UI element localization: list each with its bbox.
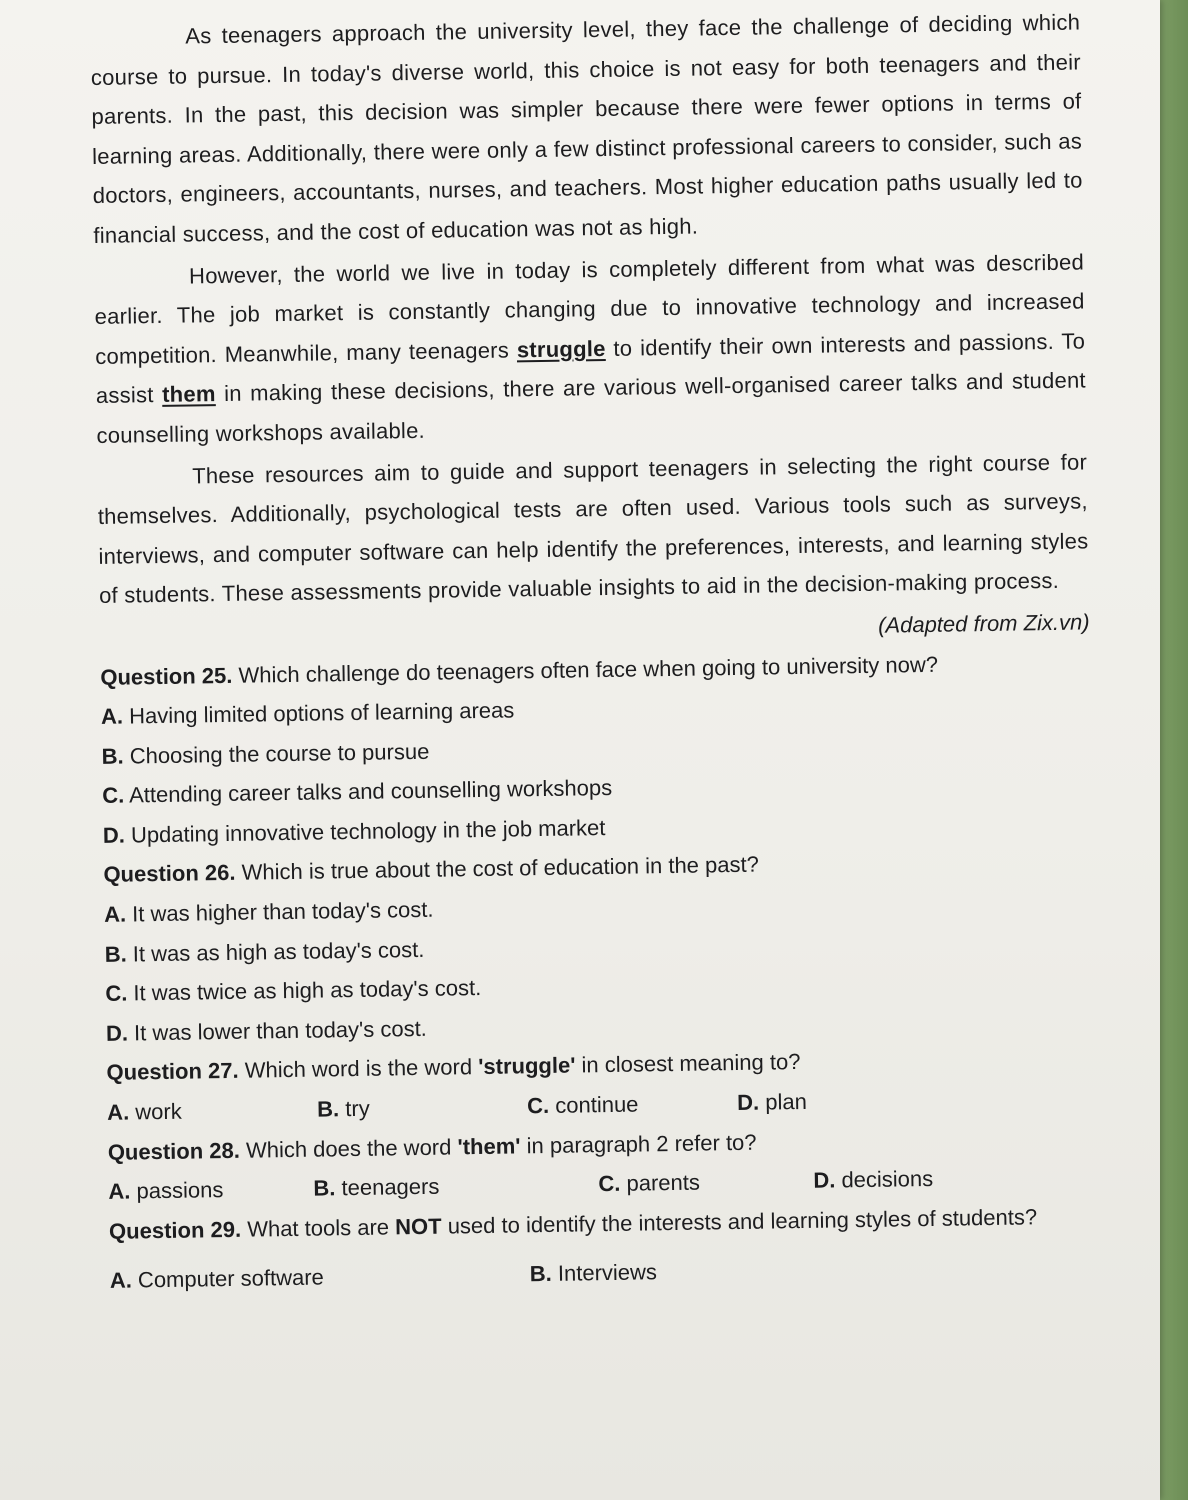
option-text: plan bbox=[758, 1088, 808, 1115]
question-text: Which word is the word bbox=[238, 1054, 479, 1084]
option-text: Interviews bbox=[551, 1259, 658, 1287]
question-text: Which challenge do teenagers often face when going to university now? bbox=[232, 651, 939, 688]
option-letter: D. bbox=[105, 1020, 129, 1046]
q28-option-b[interactable] bbox=[313, 1164, 599, 1208]
underlined-word-them: them bbox=[161, 381, 216, 408]
option-text: continue bbox=[548, 1091, 639, 1118]
option-text: work bbox=[128, 1098, 182, 1125]
option-letter: A. bbox=[100, 703, 124, 730]
option-text: Computer software bbox=[131, 1264, 324, 1293]
question-text: Which does the word bbox=[239, 1133, 458, 1163]
passage-text: to identify their own interests and passions. To assist bbox=[95, 328, 1086, 409]
question-label: Question 27. bbox=[106, 1058, 239, 1086]
question-text: What tools are bbox=[240, 1214, 396, 1242]
option-text: It was twice as high as today's cost. bbox=[127, 975, 482, 1006]
option-letter: D. bbox=[102, 822, 126, 848]
q29-options-row bbox=[110, 1246, 1100, 1301]
option-text: It was lower than today's cost. bbox=[127, 1015, 427, 1046]
option-text: It was as high as today's cost. bbox=[126, 936, 425, 967]
option-letter: D. bbox=[736, 1089, 760, 1115]
question-label: Question 25. bbox=[100, 662, 233, 690]
q28-option-a[interactable] bbox=[108, 1169, 314, 1212]
question-text: Which is true about the cost of education in the past? bbox=[235, 852, 760, 886]
passage-text: in making these decisions, there are various well-organised career talks and student counselling workshops available. bbox=[96, 367, 1087, 448]
underlined-word-struggle: struggle bbox=[516, 335, 606, 363]
q27-option-c[interactable] bbox=[527, 1083, 738, 1126]
option-letter: A. bbox=[109, 1267, 133, 1294]
option-text: passions bbox=[130, 1177, 224, 1204]
question-keyword: 'them' bbox=[457, 1133, 521, 1159]
question-label: Question 29. bbox=[108, 1216, 242, 1244]
option-text: Choosing the course to pursue bbox=[123, 738, 430, 769]
option-letter: C. bbox=[105, 980, 128, 1007]
option-letter: C. bbox=[102, 782, 125, 809]
passage-paragraph-3: These resources aim to guide and support teenagers in selecting the right course for themselves. Additionally, psychological tests are often used. Various tools such as surveys, interviews, and computer software can help identify the preferences, interests, and learning styles of students. These assessments provide valuable insights to aid in the decision-making process. bbox=[97, 448, 1089, 609]
option-letter: B. bbox=[529, 1261, 552, 1287]
q29-option-b[interactable] bbox=[529, 1253, 657, 1295]
question-keyword: NOT bbox=[394, 1213, 442, 1240]
q27-option-a[interactable] bbox=[107, 1090, 318, 1133]
option-letter: C. bbox=[598, 1171, 621, 1197]
option-letter: A. bbox=[103, 901, 127, 927]
q28-option-c[interactable] bbox=[598, 1161, 814, 1204]
passage-paragraph-1: As teenagers approach the university level, they face the challenge of deciding which course to pursue. In today's diverse world, this choice is not easy for both teenagers and their parents. In the past, this decision was simpler because there were fewer options in terms of learning areas. Additionally, there were only a few distinct professional careers to consider, such as doctors, engineers, accountants, nurses, and teachers. Most higher education paths usually led to financial success, and the cost of education was not as high. bbox=[90, 9, 1083, 248]
option-text: Attending career talks and counselling workshops bbox=[124, 775, 613, 808]
option-letter: B. bbox=[316, 1096, 340, 1122]
option-letter: A. bbox=[108, 1178, 131, 1205]
passage-text: However, the world we live in today is completely different from what was described earlier. The job market is constantly changing due to innovative technology and increased competition. Meanwhile, many teenagers bbox=[94, 248, 1085, 369]
question-text: in paragraph 2 refer to? bbox=[520, 1129, 757, 1159]
option-text: parents bbox=[620, 1169, 701, 1197]
option-letter: B. bbox=[104, 941, 127, 967]
source-citation: (Adapted from Zix.vn) bbox=[877, 609, 1090, 638]
question-label: Question 28. bbox=[107, 1137, 241, 1165]
question-keyword: 'struggle' bbox=[478, 1052, 576, 1080]
passage-paragraph-2 bbox=[94, 242, 1087, 455]
option-text: decisions bbox=[835, 1166, 934, 1193]
q28-option-d[interactable] bbox=[813, 1159, 933, 1200]
option-letter: B. bbox=[101, 743, 124, 769]
option-letter: C. bbox=[526, 1092, 550, 1119]
q27-option-b[interactable] bbox=[317, 1086, 528, 1129]
option-text: Updating innovative technology in the job market bbox=[124, 814, 606, 848]
question-text: used to identify the interests and learning styles of students? bbox=[441, 1204, 1038, 1239]
q27-option-d[interactable] bbox=[737, 1082, 807, 1123]
question-label: Question 26. bbox=[103, 860, 236, 888]
q29-option-a[interactable] bbox=[110, 1255, 531, 1301]
option-text: teenagers bbox=[335, 1173, 440, 1201]
question-text: in closest meaning to? bbox=[575, 1049, 801, 1078]
option-letter: B. bbox=[313, 1175, 336, 1201]
option-text: It was higher than today's cost. bbox=[125, 896, 434, 927]
option-text: try bbox=[338, 1095, 370, 1122]
worksheet-content bbox=[90, 2, 1100, 1300]
option-letter: D. bbox=[813, 1167, 836, 1193]
option-text: Having limited options of learning areas bbox=[122, 697, 515, 729]
option-letter: A. bbox=[106, 1099, 130, 1125]
